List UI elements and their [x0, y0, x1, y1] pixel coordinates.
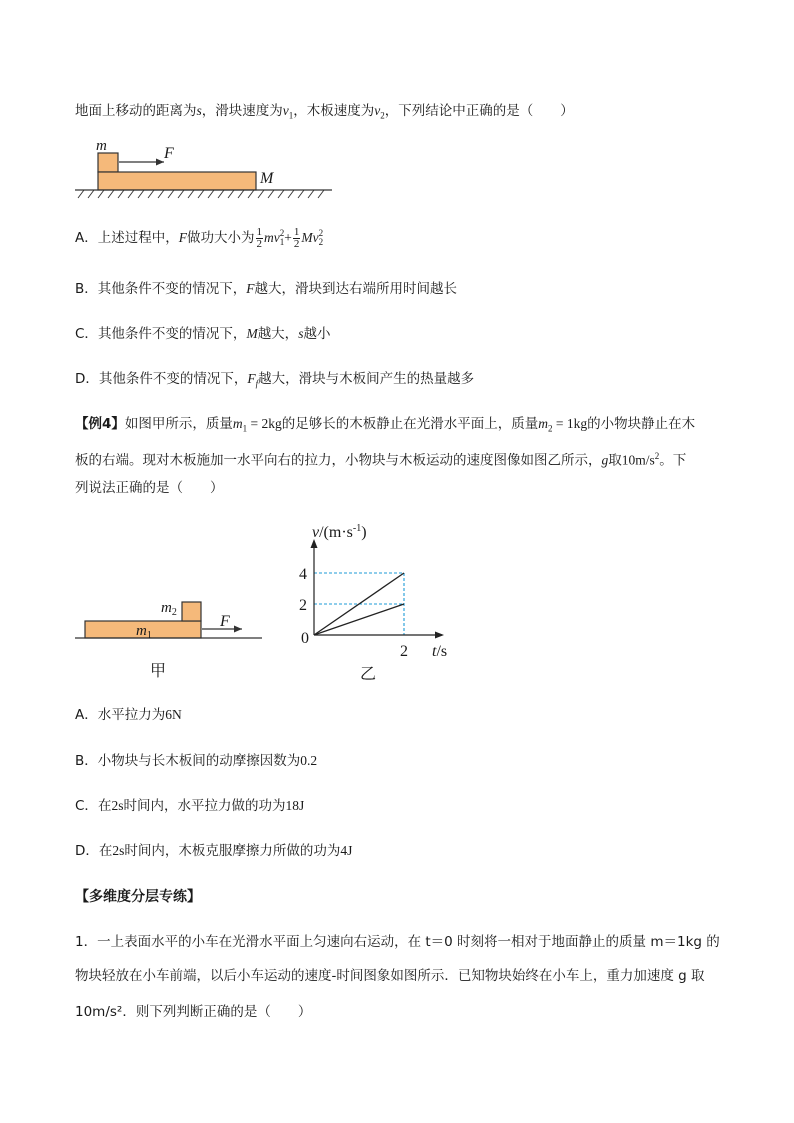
intro-text: ，木板速度为 [293, 103, 375, 119]
example4-line3 [75, 478, 224, 498]
force-arrow-head [234, 626, 242, 633]
series-line-2 [314, 604, 404, 635]
example-text: 取 [608, 452, 622, 469]
q2-option-c [75, 796, 304, 816]
var-mv: mv [264, 230, 280, 245]
var-m2: m [538, 416, 549, 431]
force-arrow-head [156, 159, 164, 166]
var-sub: f [255, 378, 259, 389]
option-text: 越大， [257, 326, 299, 342]
caption-jia: 甲 [150, 661, 167, 680]
option-text: 其他条件不变的情况下， [97, 326, 247, 342]
ground-hatching [78, 190, 324, 198]
var-sub: 1 [242, 423, 248, 434]
figure-jia [72, 595, 272, 690]
label-m2: $m_2$ [161, 600, 177, 618]
var-sub: 2 [380, 110, 385, 121]
example-tag: 【例4】 [75, 416, 125, 432]
var-sub: 1 [288, 110, 294, 121]
var-v1: v [282, 103, 289, 118]
q1-option-a [75, 224, 323, 252]
option-text: 在 [98, 843, 113, 859]
option-value: 18J [285, 798, 305, 813]
example-text: 如图甲所示，质量 [124, 416, 233, 432]
caption-yi: 乙 [360, 664, 377, 683]
option-text: 其他条件不变的情况下， [97, 281, 247, 297]
intro-text: ，下列结论中正确的是（ ） [384, 103, 574, 119]
example-text: 板的右端。现对木板施加一水平向右的拉力，小物块与木板运动的速度图像如图乙所示， [75, 452, 602, 469]
option-text: 时间内，木板克服摩擦力所做的功为 [124, 843, 341, 859]
option-text: 时间内，水平拉力做的功为 [123, 798, 286, 814]
var-sup: 2 [654, 451, 660, 461]
var-F: F [178, 230, 187, 245]
option-text: 越大，滑块与木板间产生的热量越多 [258, 371, 475, 387]
option-value: 4J [340, 843, 353, 858]
example-text: 列说法正确的是（ ） [75, 480, 224, 496]
label-F: F [220, 613, 230, 630]
var-v2: v [374, 103, 381, 118]
example4-line1 [75, 414, 695, 439]
fraction-half: $\frac{1}{2}$ [293, 225, 300, 250]
block-m2 [182, 602, 201, 621]
option-letter: A． [75, 230, 98, 246]
intro-text: 地面上移动的距离为 [75, 103, 197, 119]
var-Ff: F [247, 371, 256, 386]
option-text: 上述过程中， [97, 230, 179, 246]
fraction-half: $\frac{1}{2}$ [256, 225, 262, 250]
sub-sup: 2 1 [279, 228, 285, 247]
var-Mv: Mv [301, 230, 319, 245]
q1-option-c [75, 324, 330, 344]
label-F: F [164, 145, 174, 162]
example-text: 的足够长的木板静止在光滑水平面上，质量 [281, 416, 539, 432]
origin-label: 0 [301, 630, 309, 647]
y-axis-label: $v/(m\cdot s^{-1})$ [312, 523, 367, 541]
var-s: s [298, 326, 304, 341]
option-text: 小物块与长木板间的动摩擦因数为 [97, 753, 301, 769]
var-M: M [246, 326, 258, 341]
var-g: g [601, 452, 609, 468]
option-letter: C． [75, 798, 98, 814]
option-text: 越小 [303, 326, 331, 342]
option-value: 2s [111, 798, 124, 813]
q2-option-a [75, 705, 182, 725]
q2-option-d [75, 841, 352, 861]
value-g: 10m/s [621, 452, 655, 468]
chart-ticks [299, 566, 408, 660]
plus-sign: + [284, 230, 292, 245]
q2-option-b [75, 751, 317, 771]
x-axis-arrow [435, 632, 444, 639]
value-m2: = 1kg [552, 416, 588, 431]
option-letter: D． [75, 371, 99, 387]
value-m1: = 2kg [247, 416, 282, 431]
problem1-line3: 10m/s²．则下列判断正确的是（ ） [75, 1004, 312, 1020]
y-tick-label: 2 [299, 597, 307, 614]
example-text: 。下 [659, 452, 687, 469]
var-m1: m [232, 416, 243, 431]
option-text: 其他条件不变的情况下， [98, 371, 248, 387]
option-letter: B． [75, 281, 98, 297]
example4-line2 [75, 446, 686, 471]
x-axis-label: t/s [432, 643, 448, 660]
q1-option-b [75, 279, 457, 299]
option-text: 水平拉力为 [97, 707, 166, 723]
option-letter: B． [75, 753, 98, 769]
intro-text: ，滑块速度为 [201, 103, 283, 119]
label-m1: $m_1$ [136, 623, 152, 641]
option-letter: D． [75, 843, 99, 859]
long-board [98, 172, 256, 190]
option-value: 6N [165, 707, 182, 722]
option-letter: C． [75, 326, 98, 342]
option-text: 在 [97, 798, 112, 814]
var-F: F [246, 281, 255, 296]
intro-line [75, 101, 574, 126]
var-sub: 2 [548, 423, 553, 434]
option-letter: A． [75, 707, 98, 723]
problem1-line1: 1．一上表面水平的小车在光滑水平面上匀速向右运动，在 t＝0 时刻将一相对于地面静止的质量 m＝1kg 的 [75, 934, 720, 950]
example-text: 的小物块静止在木 [587, 416, 696, 432]
option-value: 0.2 [300, 753, 318, 768]
label-M: M [260, 170, 274, 187]
problem1-line2: 物块轻放在小车前端，以后小车运动的速度-时间图象如图所示．已知物块始终在小车上，重力加速度 g 取 [75, 968, 705, 984]
small-block [98, 153, 118, 172]
option-text: 越大，滑块到达右端所用时间越长 [254, 281, 458, 297]
block-board-figure [70, 138, 340, 200]
section-heading: 【多维度分层专练】 [75, 889, 201, 905]
x-tick-label: 2 [400, 643, 408, 660]
label-m: m [96, 138, 107, 154]
y-tick-label: 4 [299, 566, 307, 583]
sub-sup: 2 2 [318, 228, 324, 247]
option-text: 做功大小为 [187, 230, 255, 246]
var-s: s [196, 103, 202, 118]
q1-option-d [75, 369, 474, 394]
figure-yi-chart [292, 518, 462, 688]
option-value: 2s [112, 843, 125, 858]
